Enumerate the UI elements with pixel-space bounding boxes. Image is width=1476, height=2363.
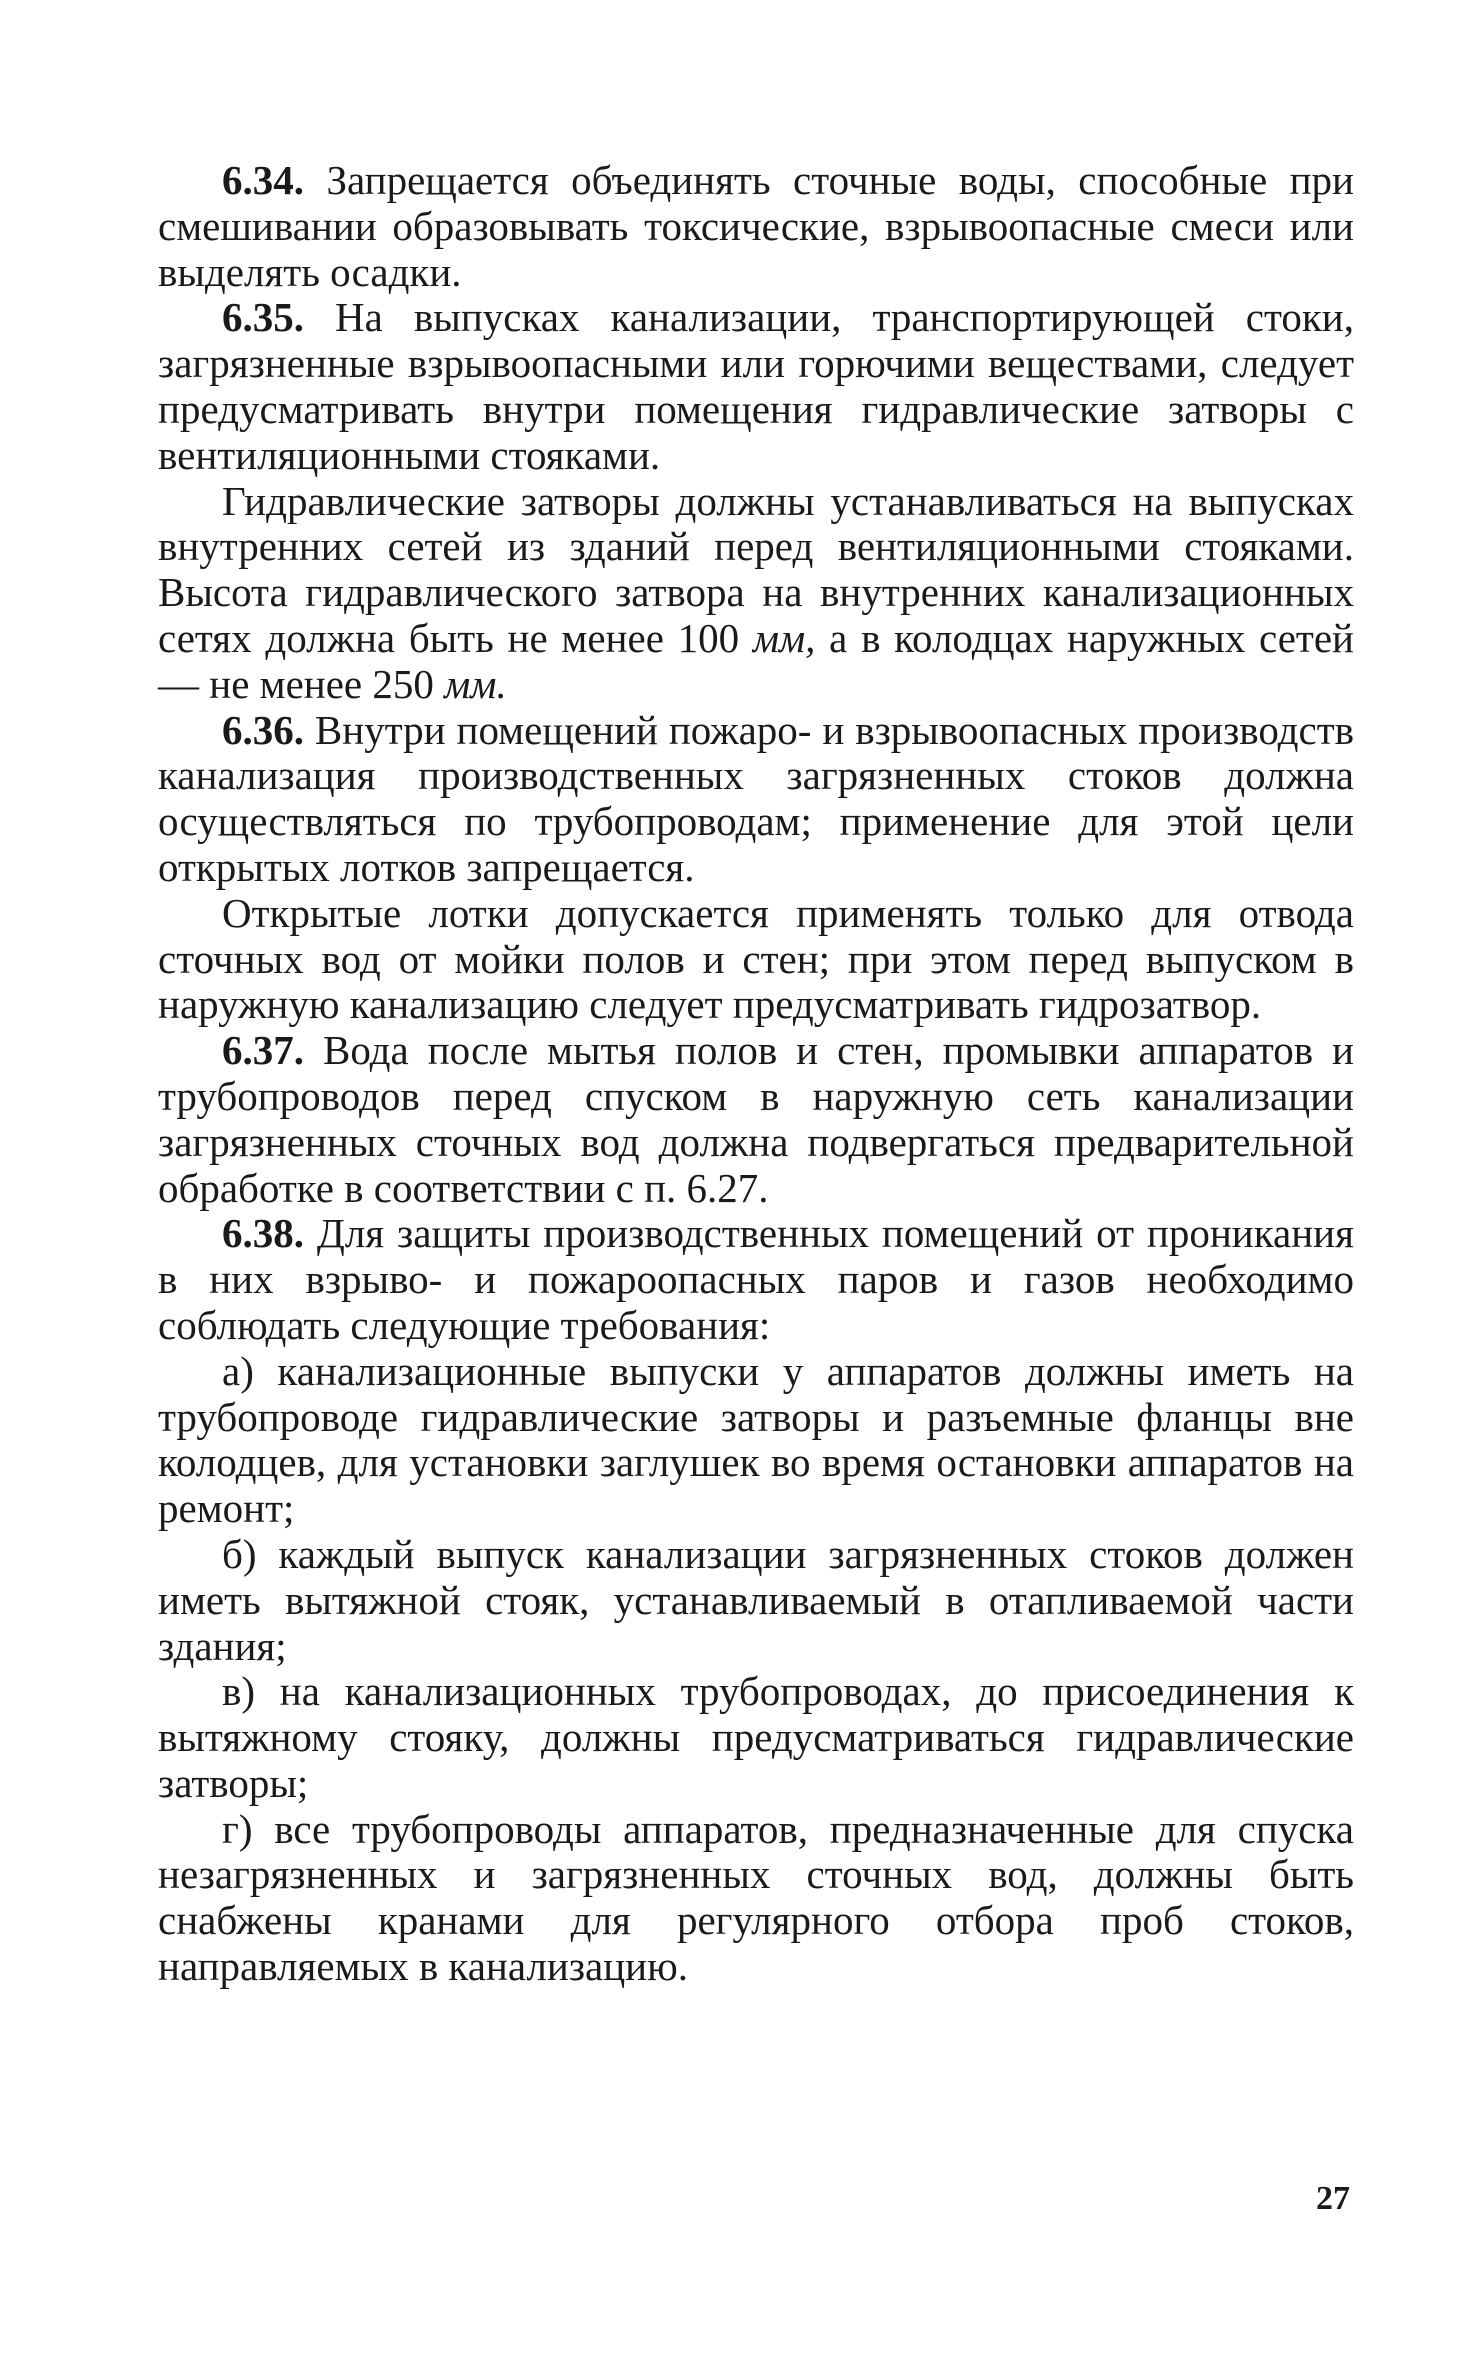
paragraph-text: а в колодцах наружных сетей — не менее 250 (158, 614, 1354, 707)
clause-number: 6.35. (222, 294, 304, 341)
paragraph-6-36 (158, 708, 1354, 891)
list-item-b: б) каждый выпуск канализации загрязненных стоков должен иметь вытяжной стояк, устанавливаемый в отапливаемой части здания; (158, 1530, 1354, 1669)
paragraph-text: Вода после мытья полов и стен, промывки аппаратов и трубопроводов перед спуском в наружную сеть канализации загрязненных сточных вод должна подвергаться предварительной обработке в соответствии с п. 6.27. (158, 1027, 1354, 1211)
list-item-g: г) все трубопроводы аппаратов, предназначенные для спуска незагрязненных и загрязненных сточных вод, должны быть снабжены кранами для регулярного отбора проб стоков, направляемых в канализацию. (158, 1805, 1354, 1990)
paragraph-text: Внутри помещений пожаро- и взрывоопасных производств канализация производственных загрязненных стоков должна осуществляться по трубопроводам; применение для этой цели открытых лотков запрещается. (158, 706, 1354, 890)
paragraph-text: Гидравлические затворы должны устанавливаться на выпусках внутренних сетей из зданий перед вентиляционными стояками. Высота гидравлического затвора на внутренних канализационных сетях должна быть не менее 100 (158, 477, 1354, 661)
clause-number: 6.36. (222, 706, 304, 753)
paragraph-6-35 (158, 295, 1354, 478)
list-item-v: в) на канализационных трубопроводах, до присоединения к вытяжному стояку, должны предусматриваться гидравлические затворы; (158, 1668, 1354, 1806)
unit-mm: мм. (444, 660, 507, 707)
paragraph-6-35-continued (158, 479, 1354, 708)
paragraph-6-37 (158, 1028, 1354, 1211)
paragraph-text: Открытые лотки допускается применять только для отвода сточных вод от мойки полов и стен; при этом перед выпуском в наружную канализацию следует предусматривать гидрозатвор. (158, 889, 1354, 1028)
paragraph-6-38 (158, 1211, 1354, 1348)
unit-mm: мм, (752, 614, 816, 661)
clause-number: 6.37. (222, 1027, 304, 1074)
paragraph-6-34 (158, 158, 1354, 295)
list-item-a: а) канализационные выпуски у аппаратов должны иметь на трубопроводе гидравлические затворы и разъемные фланцы вне колодцев, для установки заглушек во время остановки аппаратов на ремонт; (158, 1347, 1354, 1532)
paragraph-text: Запрещается объединять сточные воды, способные при смешивании образовывать токсические, взрывоопасные смеси или выделять осадки. (158, 157, 1354, 295)
paragraph-text: Для защиты производственных помещений от проникания в них взрыво- и пожароопасных паров и газов необходимо соблюдать следующие требования: (158, 1210, 1354, 1348)
page-number: 27 (1316, 2180, 1350, 2217)
paragraph-6-36-continued (158, 891, 1354, 1028)
paragraph-text: На выпусках канализации, транспортирующей стоки, загрязненные взрывоопасными или горючими веществами, следует предусматривать внутри помещения гидравлические затворы с вентиляционными стояками. (158, 294, 1354, 478)
clause-number: 6.34. (222, 157, 304, 203)
document-page (158, 158, 1354, 1990)
clause-number: 6.38. (222, 1210, 304, 1257)
